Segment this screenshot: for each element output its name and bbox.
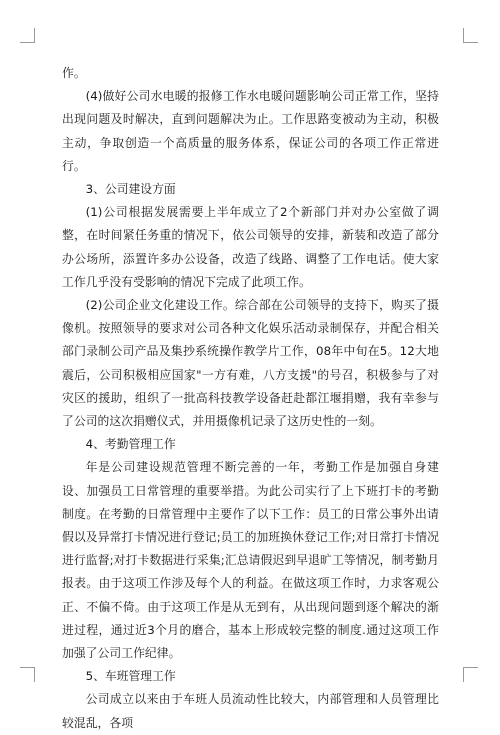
crop-mark-bottom-right (463, 667, 478, 682)
paragraph-utilities-repair: (4)做好公司水电暖的报修工作水电暖问题影响公司正常工作，坚持出现问题及时解决，直到问题解决为止。工作思路变被动为主动，积极主动，争取创造一个高质量的服务体系，保证公司的各项工作正常进行。 (62, 89, 439, 173)
section-heading-vehicle: 5、车班管理工作 (85, 669, 176, 684)
crop-mark-bottom-left (20, 667, 35, 682)
crop-mark-top-right (463, 28, 478, 43)
paragraph-vehicle-management: 公司成立以来由于车班人员流动性比较大，内部管理和人员管理比较混乱，各项 (62, 692, 439, 730)
document-body (62, 62, 439, 735)
paragraph-continuation: 作。 (62, 66, 86, 80)
section-heading-attendance: 4、考勤管理工作 (85, 437, 176, 452)
paragraph-office-adjustment: (1)公司根据发展需要上半年成立了2个新部门并对办公室做了调整，在时间紧任务重的情况下，依公司领导的安排，新装和改造了部分办公场所，添置许多办公设备，改造了线路、调整了工作电话。使大家工作几乎没有受影响的情况下完成了此项工作。 (62, 205, 439, 289)
section-heading-company-building: 3、公司建设方面 (85, 182, 176, 197)
crop-mark-top-left (20, 28, 35, 43)
paragraph-attendance-management: 年是公司建设规范管理不断完善的一年，考勤工作是加强自身建设、加强员工日常管理的重要举措。为此公司实行了上下班打卡的考勤制度。在考勤的日常管理中主要作了以下工作：员工的日常公事外出请假以及异常打卡情况进行登记;员工的加班换休登记工作;对日常打卡情况进行监督;对打卡数据进行采集;汇总请假迟到早退旷工等情况，制考勤月报表。由于这项工作涉及每个人的利益。在做这项工作时，力求客观公正、不偏不倚。由于这项工作是从无到有，从出现问题到逐个解决的渐进过程，通过近3个月的磨合，基本上形成较完整的制度.通过这项工作加强了公司工作纪律。 (62, 460, 439, 661)
paragraph-corporate-culture: (2)公司企业文化建设工作。综合部在公司领导的支持下，购买了摄像机。按照领导的要求对公司各种文化娱乐活动录制保存，并配合相关部门录制公司产品及集抄系统操作教学片工作，08年中旬在5。12大地震后，公司积极相应国家"一方有难，八方支援"的号召，积极参与了对灾区的援助，组织了一批高科技教学设备赶赴都江堰捐赠，我有幸参与了公司的这次捐赠仪式，并用摄像机记录了这历史性的一刻。 (62, 298, 439, 429)
